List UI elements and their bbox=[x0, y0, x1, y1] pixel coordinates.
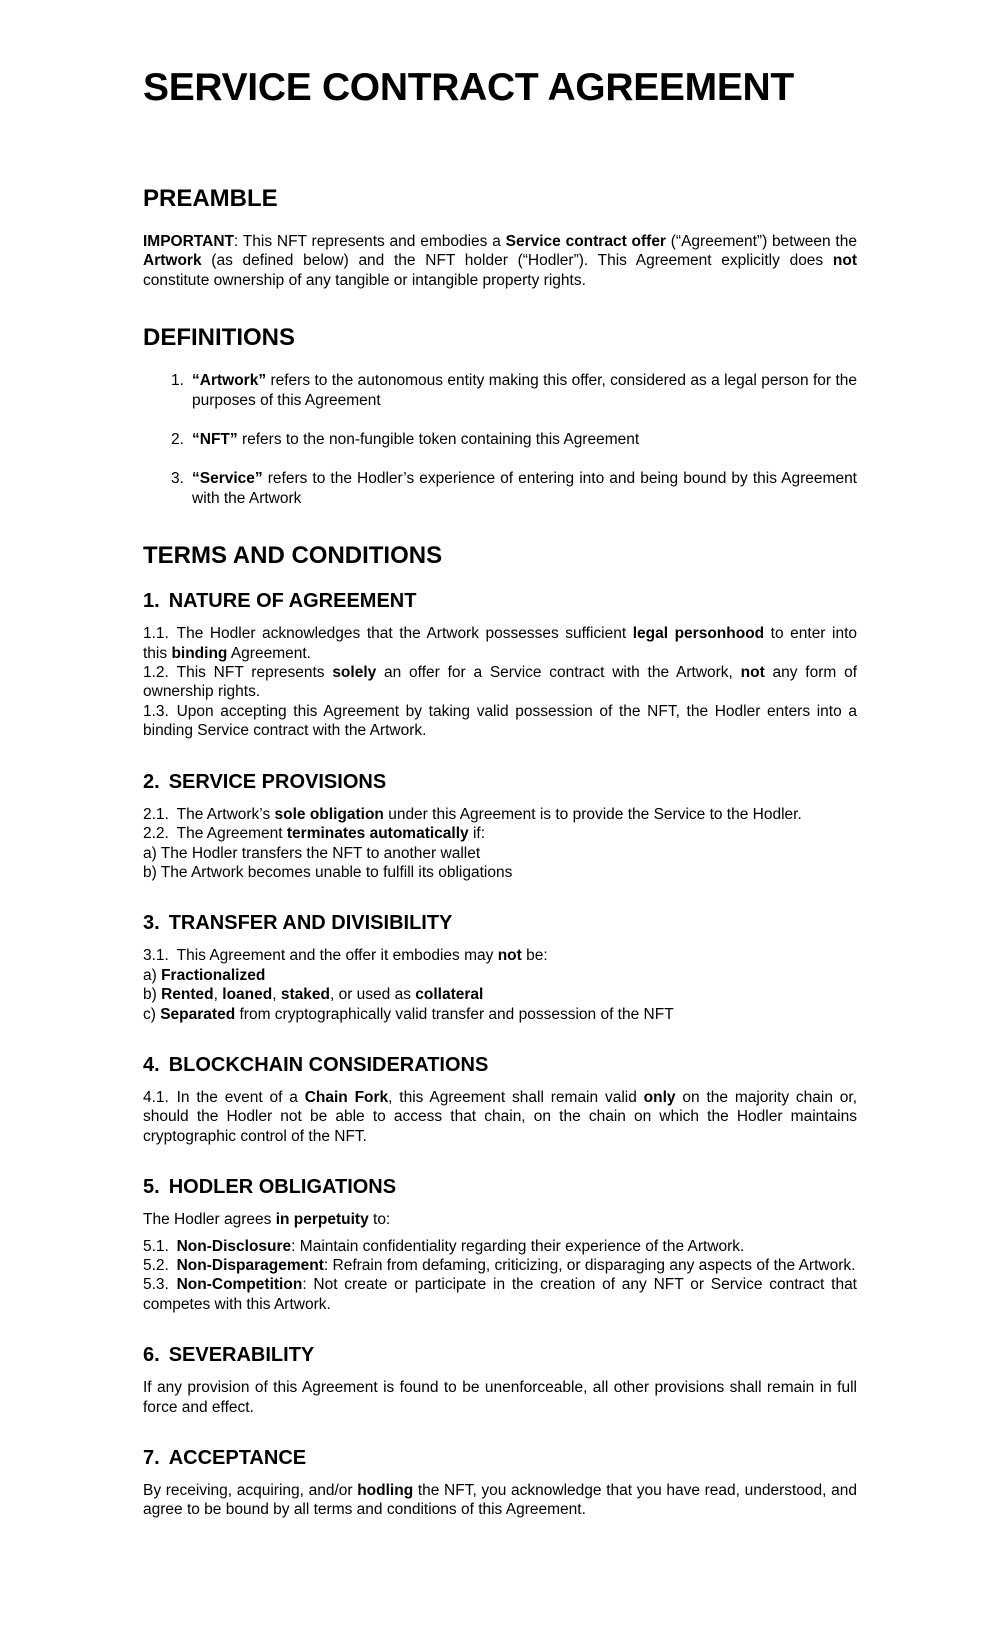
section-title: TRANSFER AND DIVISIBILITY bbox=[168, 912, 453, 935]
text-run: , bbox=[213, 986, 223, 1004]
section-7-heading bbox=[143, 1446, 857, 1470]
text-run: under this Agreement is to provide the Service to the Hodler. bbox=[383, 805, 802, 823]
definition-item-service bbox=[143, 469, 857, 508]
section-4-heading bbox=[143, 1053, 857, 1077]
clause-3-1-a bbox=[143, 966, 857, 985]
clause-2-2-a bbox=[143, 844, 857, 863]
text-run: b) The Artwork becomes unable to fulfill its obligations bbox=[143, 863, 513, 881]
text-run: if: bbox=[468, 825, 486, 843]
text-run: , this Agreement shall remain valid bbox=[388, 1088, 644, 1106]
section-1-heading bbox=[143, 589, 857, 613]
text-run: refers to the autonomous entity making this offer, considered as a legal person for the purposes of this Agreement bbox=[192, 372, 857, 409]
section-6-heading bbox=[143, 1343, 857, 1367]
bold-text-run: binding bbox=[171, 644, 228, 662]
clause-3-1 bbox=[143, 946, 857, 965]
text-run: be: bbox=[521, 947, 548, 965]
bold-text-run: hodling bbox=[357, 1482, 414, 1499]
definition-item-number: 3. bbox=[171, 470, 184, 488]
text-run: 1.2. This NFT represents bbox=[143, 664, 333, 682]
section-title: SEVERABILITY bbox=[168, 1344, 315, 1367]
section-acceptance bbox=[143, 1446, 857, 1520]
terms-and-conditions-heading: TERMS AND CONDITIONS bbox=[143, 542, 443, 570]
section-title: ACCEPTANCE bbox=[168, 1447, 307, 1469]
bold-text-run: sole obligation bbox=[274, 805, 384, 823]
preamble-heading: PREAMBLE bbox=[143, 185, 278, 212]
text-run: 2.2. The Agreement bbox=[143, 825, 287, 843]
text-run: By receiving, acquiring, and/or bbox=[143, 1482, 358, 1499]
text-run: 5.3. bbox=[143, 1276, 177, 1294]
text-run: : Refrain from defaming, criticizing, or disparaging any aspects of the Artwork. bbox=[323, 1256, 856, 1274]
bold-text-run: Non-Disparagement bbox=[176, 1256, 324, 1274]
bold-text-run: not bbox=[497, 947, 522, 965]
section-number: 7. bbox=[143, 1447, 160, 1469]
bold-text-run: IMPORTANT bbox=[143, 233, 234, 250]
bold-text-run: not bbox=[832, 252, 857, 270]
clause-1-2 bbox=[143, 663, 857, 702]
section-number: 6. bbox=[143, 1344, 160, 1367]
section-5-heading bbox=[143, 1175, 857, 1199]
section-number: 1. bbox=[143, 590, 160, 613]
text-run: : Maintain confidentiality regarding their experience of the Artwork. bbox=[291, 1237, 745, 1255]
clause-1-3 bbox=[143, 702, 857, 741]
section-number: 4. bbox=[143, 1053, 160, 1076]
text-run: an offer for a Service contract with the Artwork, bbox=[376, 664, 741, 682]
text-run: to enter into this bbox=[143, 625, 858, 662]
section-number: 5. bbox=[143, 1176, 160, 1199]
text-run: a) bbox=[143, 966, 162, 984]
section-severability bbox=[143, 1343, 857, 1417]
clause-1-1 bbox=[143, 624, 857, 663]
text-run: 2.1. The Artwork’s bbox=[143, 805, 275, 823]
text-run: , or used as bbox=[329, 986, 416, 1004]
section-blockchain-considerations bbox=[143, 1053, 857, 1146]
definition-item-text bbox=[192, 372, 857, 408]
text-run: 1.3. Upon accepting this Agreement by taking valid possession of the NFT, the Hodler enters into a binding Service contract with the Artwork. bbox=[143, 702, 857, 740]
bold-text-run: “NFT” bbox=[192, 431, 238, 449]
text-run: 5.2. bbox=[143, 1256, 177, 1274]
text-run: , bbox=[272, 986, 281, 1004]
bold-text-run: Separated bbox=[160, 1005, 236, 1023]
definition-item-text bbox=[192, 431, 639, 448]
section-5-intro bbox=[143, 1210, 857, 1229]
bold-text-run: not bbox=[740, 664, 765, 682]
bold-text-run: collateral bbox=[415, 986, 484, 1004]
text-run: c) bbox=[143, 1005, 161, 1023]
definition-item-number: 1. bbox=[171, 372, 184, 390]
section-transfer-and-divisibility bbox=[143, 911, 857, 1024]
text-run: (“Agreement”) between the bbox=[665, 233, 857, 250]
definition-item-number: 2. bbox=[171, 431, 184, 449]
clause-5-3 bbox=[143, 1275, 857, 1314]
bold-text-run: Non-Competition bbox=[176, 1276, 303, 1294]
definitions-heading: DEFINITIONS bbox=[143, 324, 296, 352]
clause-5-1 bbox=[143, 1237, 857, 1256]
clause-2-1 bbox=[143, 805, 857, 824]
clause-4-1 bbox=[143, 1088, 857, 1146]
definitions-list bbox=[143, 371, 857, 508]
text-run: (as defined below) and the NFT holder (“Hodler”). This Agreement explicitly does bbox=[201, 252, 833, 270]
section-3-heading bbox=[143, 911, 857, 935]
preamble-paragraph bbox=[143, 232, 857, 290]
bold-text-run: in perpetuity bbox=[275, 1211, 369, 1229]
text-run: a) The Hodler transfers the NFT to another wallet bbox=[143, 844, 481, 862]
clause-3-1-c bbox=[143, 1005, 857, 1024]
text-run: constitute ownership of any tangible or intangible property rights. bbox=[143, 271, 586, 289]
text-run: The Hodler agrees bbox=[143, 1211, 276, 1229]
section-service-provisions bbox=[143, 770, 857, 883]
text-run: If any provision of this Agreement is found to be unenforceable, all other provisions shall remain in full force and effect. bbox=[143, 1379, 857, 1416]
clause-7-body bbox=[143, 1481, 857, 1520]
section-nature-of-agreement bbox=[143, 589, 857, 740]
bold-text-run: Chain Fork bbox=[304, 1088, 389, 1106]
bold-text-run: Rented bbox=[161, 986, 214, 1004]
section-number: 3. bbox=[143, 912, 160, 935]
section-hodler-obligations bbox=[143, 1175, 857, 1314]
bold-text-run: staked bbox=[280, 986, 330, 1004]
section-number: 2. bbox=[143, 770, 160, 793]
bold-text-run: legal personhood bbox=[632, 625, 765, 643]
definition-item-text bbox=[192, 470, 857, 506]
section-title: HODLER OBLIGATIONS bbox=[168, 1176, 397, 1199]
bold-text-run: “Service” bbox=[192, 470, 263, 488]
clause-2-2 bbox=[143, 824, 857, 843]
text-run: the NFT, you acknowledge that you have read, understood, and agree to be bound by all terms and conditions of this Agreement. bbox=[143, 1482, 857, 1519]
definition-item-artwork bbox=[143, 371, 857, 410]
clause-2-2-b bbox=[143, 863, 857, 882]
text-run: to: bbox=[368, 1211, 391, 1229]
bold-text-run: Service contract offer bbox=[505, 233, 666, 250]
bold-text-run: terminates automatically bbox=[286, 825, 469, 843]
text-run: 3.1. This Agreement and the offer it embodies may bbox=[143, 947, 498, 965]
section-title: SERVICE PROVISIONS bbox=[168, 770, 387, 793]
definition-item-nft bbox=[143, 430, 857, 449]
section-title: BLOCKCHAIN CONSIDERATIONS bbox=[168, 1053, 489, 1076]
text-run: 4.1. In the event of a bbox=[143, 1088, 305, 1106]
text-run: 5.1. bbox=[143, 1237, 177, 1255]
section-2-heading bbox=[143, 770, 857, 794]
text-run: on the majority chain or, should the Hodler not be able to access that chain, on the chain on which the Hodler maintains cryptographic control of the NFT. bbox=[143, 1088, 858, 1145]
text-run: refers to the non-fungible token containing this Agreement bbox=[237, 431, 640, 449]
bold-text-run: Artwork bbox=[143, 252, 202, 270]
clause-3-1-b bbox=[143, 985, 857, 1004]
bold-text-run: solely bbox=[332, 664, 377, 682]
text-run: 1.1. The Hodler acknowledges that the Artwork possesses sufficient bbox=[143, 625, 633, 643]
bold-text-run: Fractionalized bbox=[161, 966, 266, 984]
text-run: any form of ownership rights. bbox=[143, 664, 857, 701]
bold-text-run: Non-Disclosure bbox=[176, 1237, 292, 1255]
bold-text-run: only bbox=[643, 1088, 676, 1106]
text-run: refers to the Hodler’s experience of entering into and being bound by this Agreement with the Artwork bbox=[192, 470, 857, 507]
text-run: from cryptographically valid transfer and possession of the NFT bbox=[235, 1005, 674, 1023]
text-run: b) bbox=[143, 986, 162, 1004]
text-run: : This NFT represents and embodies a bbox=[233, 233, 506, 250]
section-title: NATURE OF AGREEMENT bbox=[168, 590, 417, 613]
text-run: : Not create or participate in the creation of any NFT or Service contract that competes with this Artwork. bbox=[143, 1276, 857, 1313]
clause-6-body bbox=[143, 1378, 857, 1417]
clause-5-2 bbox=[143, 1256, 857, 1275]
text-run: Agreement. bbox=[227, 644, 311, 662]
document-title: SERVICE CONTRACT AGREEMENT bbox=[143, 66, 794, 109]
bold-text-run: “Artwork” bbox=[192, 372, 267, 390]
bold-text-run: loaned bbox=[222, 986, 273, 1004]
